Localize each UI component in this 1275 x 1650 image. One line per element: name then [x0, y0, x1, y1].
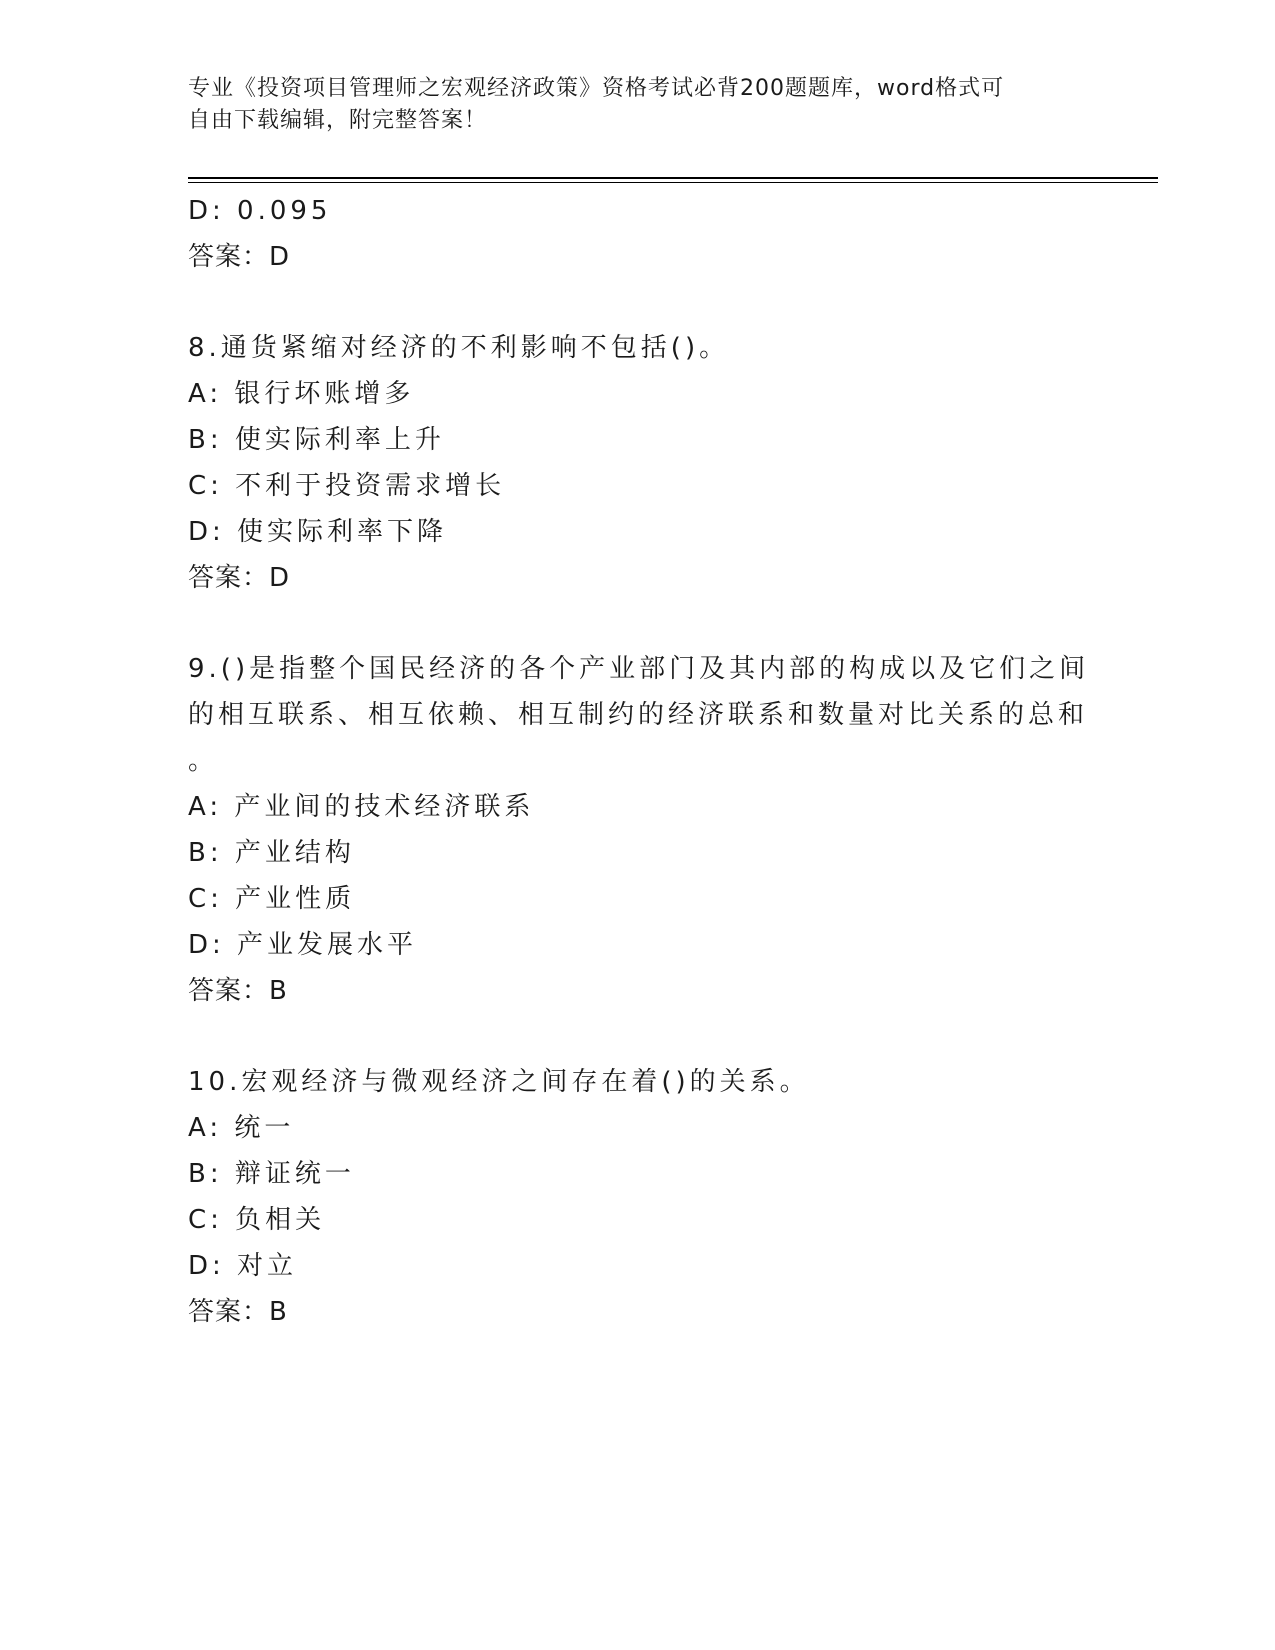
question-9: [188, 646, 1088, 1014]
option-b: B: 辩证统一: [188, 1159, 355, 1189]
question-text-line-1: 9.()是指整个国民经济的各个产业部门及其内部的构成以及它们之间: [188, 654, 1090, 684]
option-a: A: 统一: [188, 1113, 295, 1143]
document-header: [188, 73, 1068, 137]
question-content: [188, 188, 1088, 1335]
option-d: D: 使实际利率下降: [188, 517, 448, 547]
question-8: [188, 325, 1088, 601]
option-c: C: 产业性质: [188, 884, 356, 914]
option-a: A: 银行坏账增多: [188, 379, 415, 409]
option-d: D: 对立: [188, 1251, 298, 1281]
answer: 答案：D: [188, 563, 291, 593]
answer: 答案：B: [188, 976, 288, 1006]
spacer: [188, 601, 1088, 646]
option-d: D: 0.095: [188, 196, 332, 226]
spacer: [188, 1014, 1088, 1059]
question-text-line-3: 。: [188, 746, 219, 776]
question-text-line-2: 的相互联系、相互依赖、相互制约的经济联系和数量对比关系的总和: [188, 700, 1089, 730]
header-line-1: 专业《投资项目管理师之宏观经济政策》资格考试必背200题题库，word格式可: [188, 76, 1005, 101]
answer: 答案：D: [188, 242, 291, 272]
spacer: [188, 280, 1088, 325]
option-b: B: 使实际利率上升: [188, 425, 445, 455]
header-divider-thick: [188, 177, 1158, 179]
previous-question-tail: [188, 188, 1088, 280]
header-divider-thin: [188, 182, 1158, 183]
option-a: A: 产业间的技术经济联系: [188, 792, 535, 822]
option-b: B: 产业结构: [188, 838, 355, 868]
question-10: [188, 1059, 1088, 1335]
question-text: 8.通货紧缩对经济的不利影响不包括()。: [188, 333, 730, 363]
option-c: C: 不利于投资需求增长: [188, 471, 506, 501]
option-d: D: 产业发展水平: [188, 930, 418, 960]
question-text: 10.宏观经济与微观经济之间存在着()的关系。: [188, 1067, 810, 1097]
option-c: C: 负相关: [188, 1205, 326, 1235]
header-line-2: 自由下载编辑，附完整答案！: [188, 108, 488, 133]
answer: 答案：B: [188, 1297, 288, 1327]
